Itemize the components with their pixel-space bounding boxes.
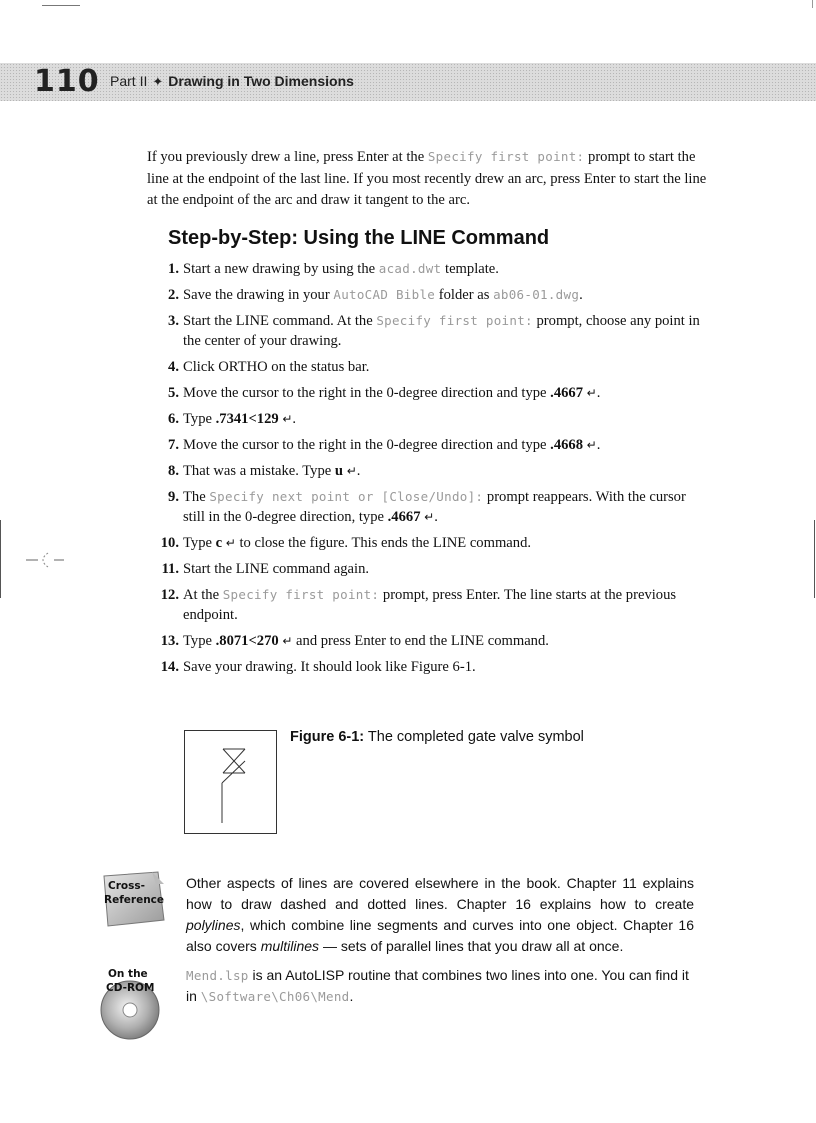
step-text: At the <box>183 587 223 603</box>
diamond-separator-icon: ✦ <box>152 74 164 89</box>
page-number: 110 <box>34 64 100 99</box>
enter-key-icon: ↵ <box>424 510 435 524</box>
cross-reference-icon-text: Reference <box>104 894 165 906</box>
step-code: ab06-01.dwg <box>493 287 580 302</box>
note-emphasis: multilines <box>260 938 320 954</box>
step-text: . <box>579 287 583 303</box>
step-text: . <box>292 411 297 427</box>
step-input-value: .4668 <box>550 437 584 453</box>
step-item <box>145 487 711 527</box>
step-item <box>145 631 711 651</box>
step-text: prompt, choose any point in the center of your drawing. <box>183 313 700 349</box>
note-emphasis: polylines <box>186 917 241 933</box>
step-code: AutoCAD Bible <box>333 287 436 302</box>
step-text: . <box>596 437 601 453</box>
step-number: 7. <box>168 437 179 453</box>
step-text: That was a mistake. Type <box>183 463 335 479</box>
step-text: Type <box>183 535 216 551</box>
figure-6-1-image <box>184 730 277 834</box>
cd-rom-icon <box>98 965 162 1041</box>
step-number: 4. <box>168 359 179 375</box>
step-text: Start a new drawing by using the <box>183 261 379 277</box>
cd-rom-note <box>186 965 694 1007</box>
step-text: Type <box>183 633 216 649</box>
step-item <box>145 533 711 553</box>
step-text: . <box>434 509 438 525</box>
step-code: Specify next point or [Close/Undo]: <box>209 489 484 504</box>
gate-valve-symbol-icon <box>185 731 276 833</box>
step-item <box>145 259 711 279</box>
step-item <box>145 311 711 351</box>
step-code: acad.dwt <box>378 261 442 276</box>
step-item <box>145 357 711 377</box>
cross-reference-icon-text: Cross- <box>108 880 145 892</box>
figure-caption <box>290 729 584 745</box>
step-by-step-heading: Step-by-Step: Using the LINE Command <box>168 227 550 249</box>
step-input-value: u <box>334 463 344 479</box>
step-item <box>145 461 711 481</box>
step-text: template. <box>441 261 499 277</box>
step-text: Move the cursor to the right in the 0-degree direction and type <box>183 385 551 401</box>
step-number: 3. <box>168 313 179 329</box>
enter-key-icon: ↵ <box>346 464 357 478</box>
step-item <box>145 657 711 677</box>
cd-rom-icon-text: CD-ROM <box>106 982 155 994</box>
step-number: 8. <box>168 463 179 479</box>
step-input-value: .7341<129 <box>215 411 279 427</box>
step-text: The <box>183 489 210 505</box>
step-text: Click ORTHO on the status bar. <box>183 359 370 375</box>
step-input-value: .4667 <box>387 509 421 525</box>
note-text: is an AutoLISP routine that combines two lines into one. You can find it in <box>186 967 689 1004</box>
step-text: Start the LINE command. At the <box>183 313 377 329</box>
step-text: and press Enter to end the LINE command. <box>292 633 549 649</box>
step-code: Specify first point: <box>222 587 380 602</box>
cross-reference-icon <box>100 870 166 928</box>
step-number: 9. <box>168 489 179 505</box>
step-text: prompt, press Enter. The line starts at the previous endpoint. <box>183 587 677 623</box>
step-number: 10. <box>160 535 179 551</box>
step-input-value: .8071<270 <box>215 633 279 649</box>
note-text: Other aspects of lines are covered elsewhere in the book. Chapter 11 explains how to draw dashed and dotted lines. Chapter 16 explains how to create <box>186 875 694 912</box>
step-text: Type <box>183 411 216 427</box>
note-text: — sets of parallel lines that you draw all at once. <box>319 938 624 954</box>
intro-prompt-code: Specify first point: <box>427 149 585 164</box>
intro-paragraph <box>147 146 707 212</box>
step-item <box>145 435 711 455</box>
enter-key-icon: ↵ <box>282 412 293 426</box>
step-item <box>145 559 711 579</box>
step-number: 11. <box>161 561 179 577</box>
new-feature-margin-icon <box>26 550 66 570</box>
step-number: 5. <box>168 385 179 401</box>
step-text: Save your drawing. It should look like Figure 6-1. <box>183 659 476 675</box>
note-code: Mend.lsp <box>186 968 249 983</box>
note-text: , which combine line segments and curves into one object. Chapter 16 also covers <box>186 917 694 954</box>
step-item <box>145 409 711 429</box>
step-number: 1. <box>168 261 179 277</box>
step-number: 13. <box>160 633 179 649</box>
enter-key-icon: ↵ <box>282 634 293 648</box>
cross-reference-note <box>186 873 694 957</box>
step-text: Move the cursor to the right in the 0-degree direction and type <box>183 437 551 453</box>
corner-crop-mark <box>812 0 813 8</box>
note-text: . <box>349 988 354 1004</box>
margin-rule-left <box>0 520 1 598</box>
figure-label: Figure 6-1: <box>290 729 365 745</box>
step-item <box>145 585 711 625</box>
step-item <box>145 285 711 305</box>
cd-rom-icon-text: On the <box>108 968 148 980</box>
step-text: Save the drawing in your <box>183 287 334 303</box>
part-label: Part II <box>110 73 148 89</box>
step-number: 12. <box>160 587 179 603</box>
step-item <box>145 383 711 403</box>
intro-text: prompt to start the line at the endpoint of the last line. If you most recently drew an arc, press Enter to start the line at the endpoint of the arc and draw it tangent to the arc. <box>147 149 707 208</box>
step-text: Start the LINE command again. <box>183 561 370 577</box>
enter-key-icon: ↵ <box>225 536 236 550</box>
section-title: Drawing in Two Dimensions <box>168 73 354 89</box>
enter-key-icon: ↵ <box>586 438 597 452</box>
step-text: folder as <box>435 287 494 303</box>
step-number: 14. <box>160 659 179 675</box>
step-number: 6. <box>168 411 179 427</box>
step-text: prompt reappears. With the cursor still in the 0-degree direction, type <box>183 489 686 525</box>
step-text: . <box>356 463 361 479</box>
running-head <box>110 73 354 90</box>
enter-key-icon: ↵ <box>586 386 597 400</box>
step-code: Specify first point: <box>376 313 533 328</box>
note-code: \Software\Ch06\Mend <box>200 989 350 1004</box>
step-input-value: .4667 <box>550 385 584 401</box>
top-rule <box>42 5 80 6</box>
figure-caption-text: The completed gate valve symbol <box>364 729 584 745</box>
step-number: 2. <box>168 287 179 303</box>
intro-text: If you previously drew a line, press Enter at the <box>147 149 428 165</box>
step-list <box>145 259 711 683</box>
step-input-value: c <box>215 535 223 551</box>
step-text: to close the figure. This ends the LINE command. <box>235 535 532 551</box>
margin-rule-right <box>814 520 815 598</box>
step-text: . <box>596 385 601 401</box>
